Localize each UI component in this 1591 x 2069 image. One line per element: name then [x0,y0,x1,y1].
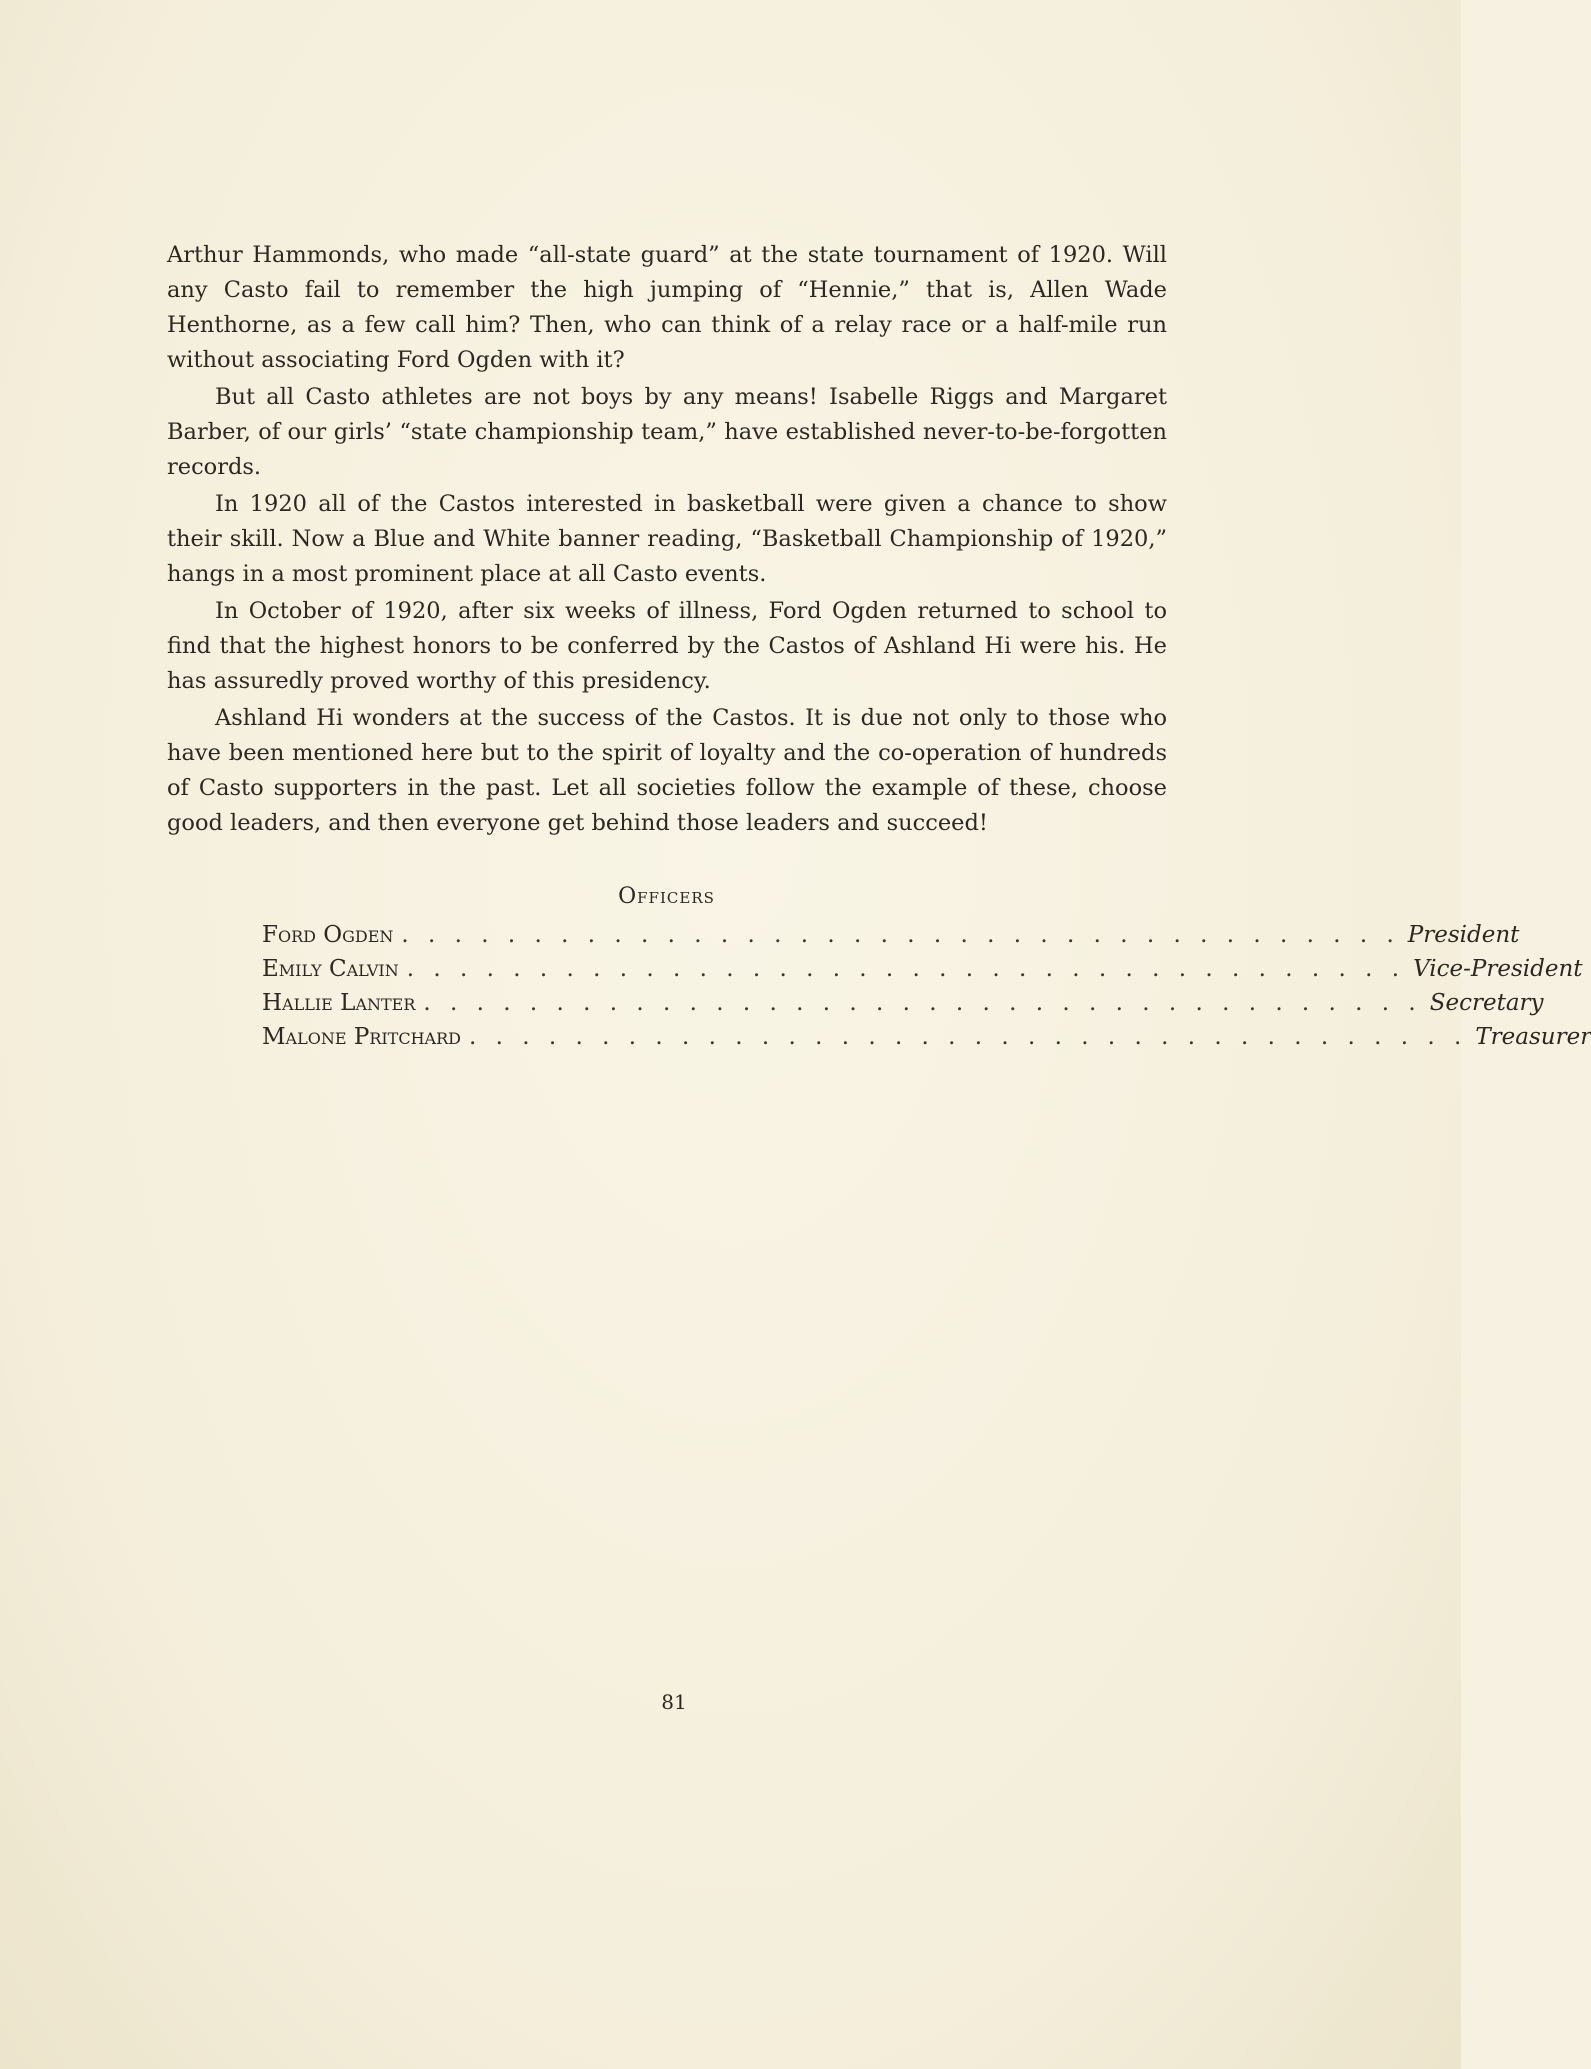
officer-title: Vice-President [1413,956,1583,982]
leader-dots: . . . . . . . . . . . . . . . . . . . . . . . . . . . . . . . . . . . . . . [423,990,1422,1016]
officer-row [262,990,1544,1024]
paragraph-continued: Arthur Hammonds, who made “all-state guard” at the state tournament of 1920. Will any Casto fail to remember the high jumping of “Hennie,” that is, Allen Wade Henthorne, as a few call him? Then, who can think of a relay race or a half-mile run without associating Ford Ogden with it? [167,242,1167,373]
officer-name: Emily Calvin [262,956,399,982]
officer-name: Ford Ogden [262,922,394,948]
officer-row [262,922,1520,956]
officer-title: Treasurer [1475,1024,1591,1050]
officers-list [262,922,1591,1058]
officers-heading: Officers [618,884,715,909]
body-text [167,238,1167,841]
officer-title: Secretary [1429,990,1544,1016]
leader-dots: . . . . . . . . . . . . . . . . . . . . . . . . . . . . . . . . . . . . . . [401,922,1400,948]
paragraph-presidency: In October of 1920, after six weeks of illness, Ford Ogden returned to school to find that the highest honors to be conferred by the Castos of Ashland Hi were his. He has assuredly proved worthy of this presidency. [167,598,1167,694]
paragraph-success: Ashland Hi wonders at the success of the Castos. It is due not only to those who have been mentioned here but to the spirit of loyalty and the co-operation of hundreds of Casto supporters in the past. Let all societies follow the example of these, choose good leaders, and then everyone get behind those leaders and succeed! [167,705,1167,836]
leader-dots: . . . . . . . . . . . . . . . . . . . . . . . . . . . . . . . . . . . . . . [406,956,1406,982]
paragraph-girls-athletes: But all Casto athletes are not boys by any means! Isabelle Riggs and Margaret Barber, of our girls’ “state championship team,” have established never-to-be-forgotten records. [167,384,1167,480]
officer-row [262,956,1583,990]
officer-row [262,1024,1591,1058]
officer-title: President [1407,922,1520,948]
leader-dots: . . . . . . . . . . . . . . . . . . . . . . . . . . . . . . . . . . . . . . [468,1024,1468,1050]
officer-name: Malone Pritchard [262,1024,461,1050]
paragraph-basketball: In 1920 all of the Castos interested in basketball were given a chance to show their skill. Now a Blue and White banner reading, “Basketball Championship of 1920,” hangs in a most prominent place at all Casto events. [167,491,1167,587]
page-number: 81 [661,1690,687,1714]
officer-name: Hallie Lanter [262,990,416,1016]
